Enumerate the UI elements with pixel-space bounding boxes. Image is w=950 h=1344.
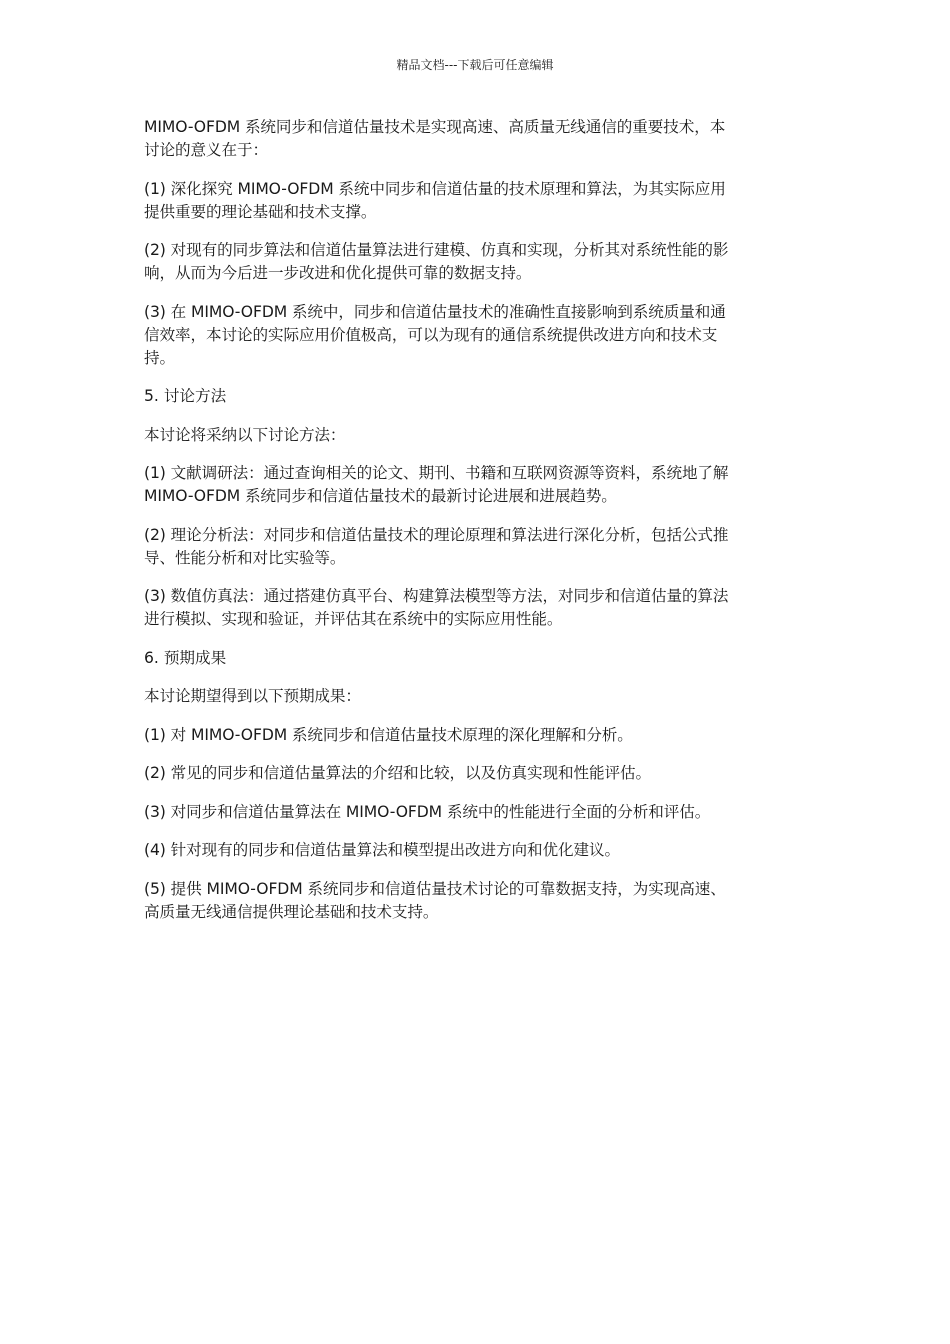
- paragraph-result-4: (4) 针对现有的同步和信道估量算法和模型提出改进方向和优化建议。: [144, 841, 620, 859]
- paragraph-results-intro: 本讨论期望得到以下预期成果：: [144, 687, 361, 705]
- paragraph-result-3: (3) 对同步和信道估量算法在 MIMO-OFDM 系统中的性能进行全面的分析和评估。: [144, 802, 711, 821]
- paragraph-methods-intro: 本讨论将采纳以下讨论方法：: [144, 425, 346, 444]
- page-header: 精品文档---下载后可任意编辑: [396, 58, 554, 72]
- section-heading-methods: 5. 讨论方法: [144, 387, 227, 405]
- paragraph-significance-2: (2) 对现有的同步算法和信道估量算法进行建模、仿真和实现，分析其对系统性能的影 响，从而为今后进一步改进和优化提供可靠的数据支持。: [144, 241, 729, 282]
- paragraph-result-1: (1) 对 MIMO-OFDM 系统同步和信道估量技术原理的深化理解和分析。: [144, 725, 633, 744]
- paragraph-result-5: (5) 提供 MIMO-OFDM 系统同步和信道估量技术讨论的可靠数据支持，为实现高速、 高质量无线通信提供理论基础和技术支持。: [144, 879, 726, 921]
- paragraph-method-2: (2) 理论分析法：对同步和信道估量技术的理论原理和算法进行深化分析，包括公式推 导、性能分析和对比实验等。: [144, 525, 729, 567]
- paragraph-significance-1: (1) 深化探究 MIMO-OFDM 系统中同步和信道估量的技术原理和算法，为其实际应用 提供重要的理论基础和技术支撑。: [144, 179, 726, 221]
- paragraph-method-3: (3) 数值仿真法：通过搭建仿真平台、构建算法模型等方法，对同步和信道估量的算法 进行模拟、实现和验证，并评估其在系统中的实际应用性能。: [144, 587, 729, 628]
- section-heading-results: 6. 预期成果: [144, 648, 227, 667]
- document-body: [144, 116, 812, 939]
- paragraph-significance-intro: MIMO-OFDM 系统同步和信道估量技术是实现高速、高质量无线通信的重要技术，本 讨论的意义在于：: [144, 118, 726, 159]
- paragraph-method-1: (1) 文献调研法：通过查询相关的论文、期刊、书籍和互联网资源等资料，系统地了解 MIMO-OFDM 系统同步和信道估量技术的最新讨论进展和进展趋势。: [144, 464, 729, 505]
- paragraph-result-2: (2) 常见的同步和信道估量算法的介绍和比较，以及仿真实现和性能评估。: [144, 764, 651, 782]
- paragraph-significance-3: (3) 在 MIMO-OFDM 系统中，同步和信道估量技术的准确性直接影响到系统质量和通 信效率，本讨论的实际应用价值极高，可以为现有的通信系统提供改进方向和技术支 持。: [144, 302, 726, 367]
